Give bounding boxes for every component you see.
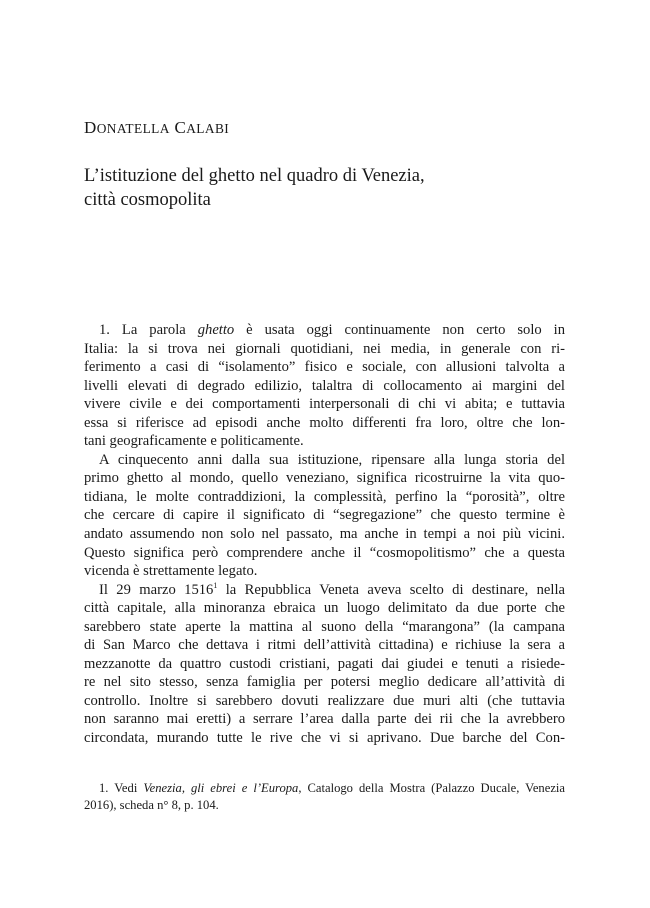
p3-l1-a: Il 29 marzo 1516 xyxy=(99,581,214,598)
title-line-1: L’istituzione del ghetto nel quadro di Venezia, xyxy=(84,166,425,186)
article-title xyxy=(84,164,425,212)
p2-line-3: tidiana, le molte contraddizioni, la complessità, perfino la “porosità”, oltre xyxy=(84,488,565,505)
body-text xyxy=(84,321,565,748)
p3-line-3: sarebbero state aperte la mattina al suono della “marangona” (la campana xyxy=(84,618,565,635)
footnote-line-1 xyxy=(84,780,565,797)
p1-line-1 xyxy=(84,321,565,340)
p2-line-7: vicenda è strettamente legato. xyxy=(84,563,258,580)
page xyxy=(84,0,565,908)
p1-l1-b: è usata oggi continuamente non certo solo in xyxy=(234,322,565,338)
p1-line-3: ferimento a casi di “isolamento” fisico e sociale, con allusioni talvolta a xyxy=(84,359,565,376)
p3-line-1 xyxy=(84,581,565,600)
p2-line-4: che cercare di capire il significato di “segregazione” che questo termine è xyxy=(84,507,565,524)
p1-line-6: essa si riferisce ad episodi anche molto differenti fra loro, oltre che lon- xyxy=(84,414,565,431)
p3-line-4: di San Marco che dettava i ritmi dell’attività cittadina) e richiuse la sera a xyxy=(84,637,565,654)
p3-l1-b: la Repubblica Veneta aveva scelto di destinare, nella xyxy=(217,581,565,598)
p1-l1-a: 1. La parola xyxy=(99,322,198,338)
p1-line-5: vivere civile e dei comportamenti interpersonali di chi vi abita; e tuttavia xyxy=(84,396,565,413)
p2-line-5: andato assumendo non solo nel passato, ma anche in tempi a noi più vicini. xyxy=(84,526,565,543)
author-last-initial: C xyxy=(174,118,187,137)
p3-line-6: re nel sito stesso, senza famiglia per potersi meglio dedicare all’attività di xyxy=(84,674,565,691)
p3-line-7: controllo. Inoltre si sarebbero dovuti realizzare due muri alti (che tuttavia xyxy=(84,692,565,709)
footnote-l1-a: 1. Vedi xyxy=(99,781,144,795)
p2-line-2: primo ghetto al mondo, quello veneziano, significa ricostruirne la vita quo- xyxy=(84,470,565,487)
author-first-rest: ONATELLA xyxy=(96,121,170,136)
footnote xyxy=(84,780,565,813)
p3-line-9: circondata, murando tutte le rive che vi si aprivano. Due barche del Con- xyxy=(84,730,565,747)
footnote-l1-emphasis: Venezia, gli ebrei e l’Europa xyxy=(143,781,299,795)
p3-line-2: città capitale, alla minoranza ebraica un luogo delimitato da due porte che xyxy=(84,600,565,617)
p1-line-4: livelli elevati di degrado edilizio, talaltra di collocamento ai margini del xyxy=(84,377,565,394)
footnote-l1-b: , Catalogo della Mostra (Palazzo Ducale, Venezia xyxy=(298,781,565,795)
title-line-2: città cosmopolita xyxy=(84,190,211,210)
p3-line-5: mezzanotte da quattro custodi cristiani, pagati dai giudei e tenuti a risiede- xyxy=(84,655,565,672)
p3-line-8: non saranno mai eretti) a serrare l’area dalla parte dei rii che la avrebbero xyxy=(84,711,565,728)
footnote-ref-1[interactable]: 1 xyxy=(213,580,218,590)
p2-line-6: Questo significa però comprendere anche il “cosmopolitismo” che a questa xyxy=(84,544,565,561)
author-first-initial: D xyxy=(84,118,97,137)
p1-line-7: tani geograficamente e politicamente. xyxy=(84,433,304,450)
p2-line-1: A cinquecento anni dalla sua istituzione, ripensare alla lunga storia del xyxy=(99,451,565,468)
author-name xyxy=(84,118,229,139)
p1-line-2: Italia: la si trova nei giornali quotidiani, nei media, in generale con ri- xyxy=(84,340,565,357)
p1-l1-emphasis: ghetto xyxy=(197,322,235,338)
footnote-line-2: 2016), scheda n° 8, p. 104. xyxy=(84,797,219,812)
author-last-rest: ALABI xyxy=(186,121,230,136)
